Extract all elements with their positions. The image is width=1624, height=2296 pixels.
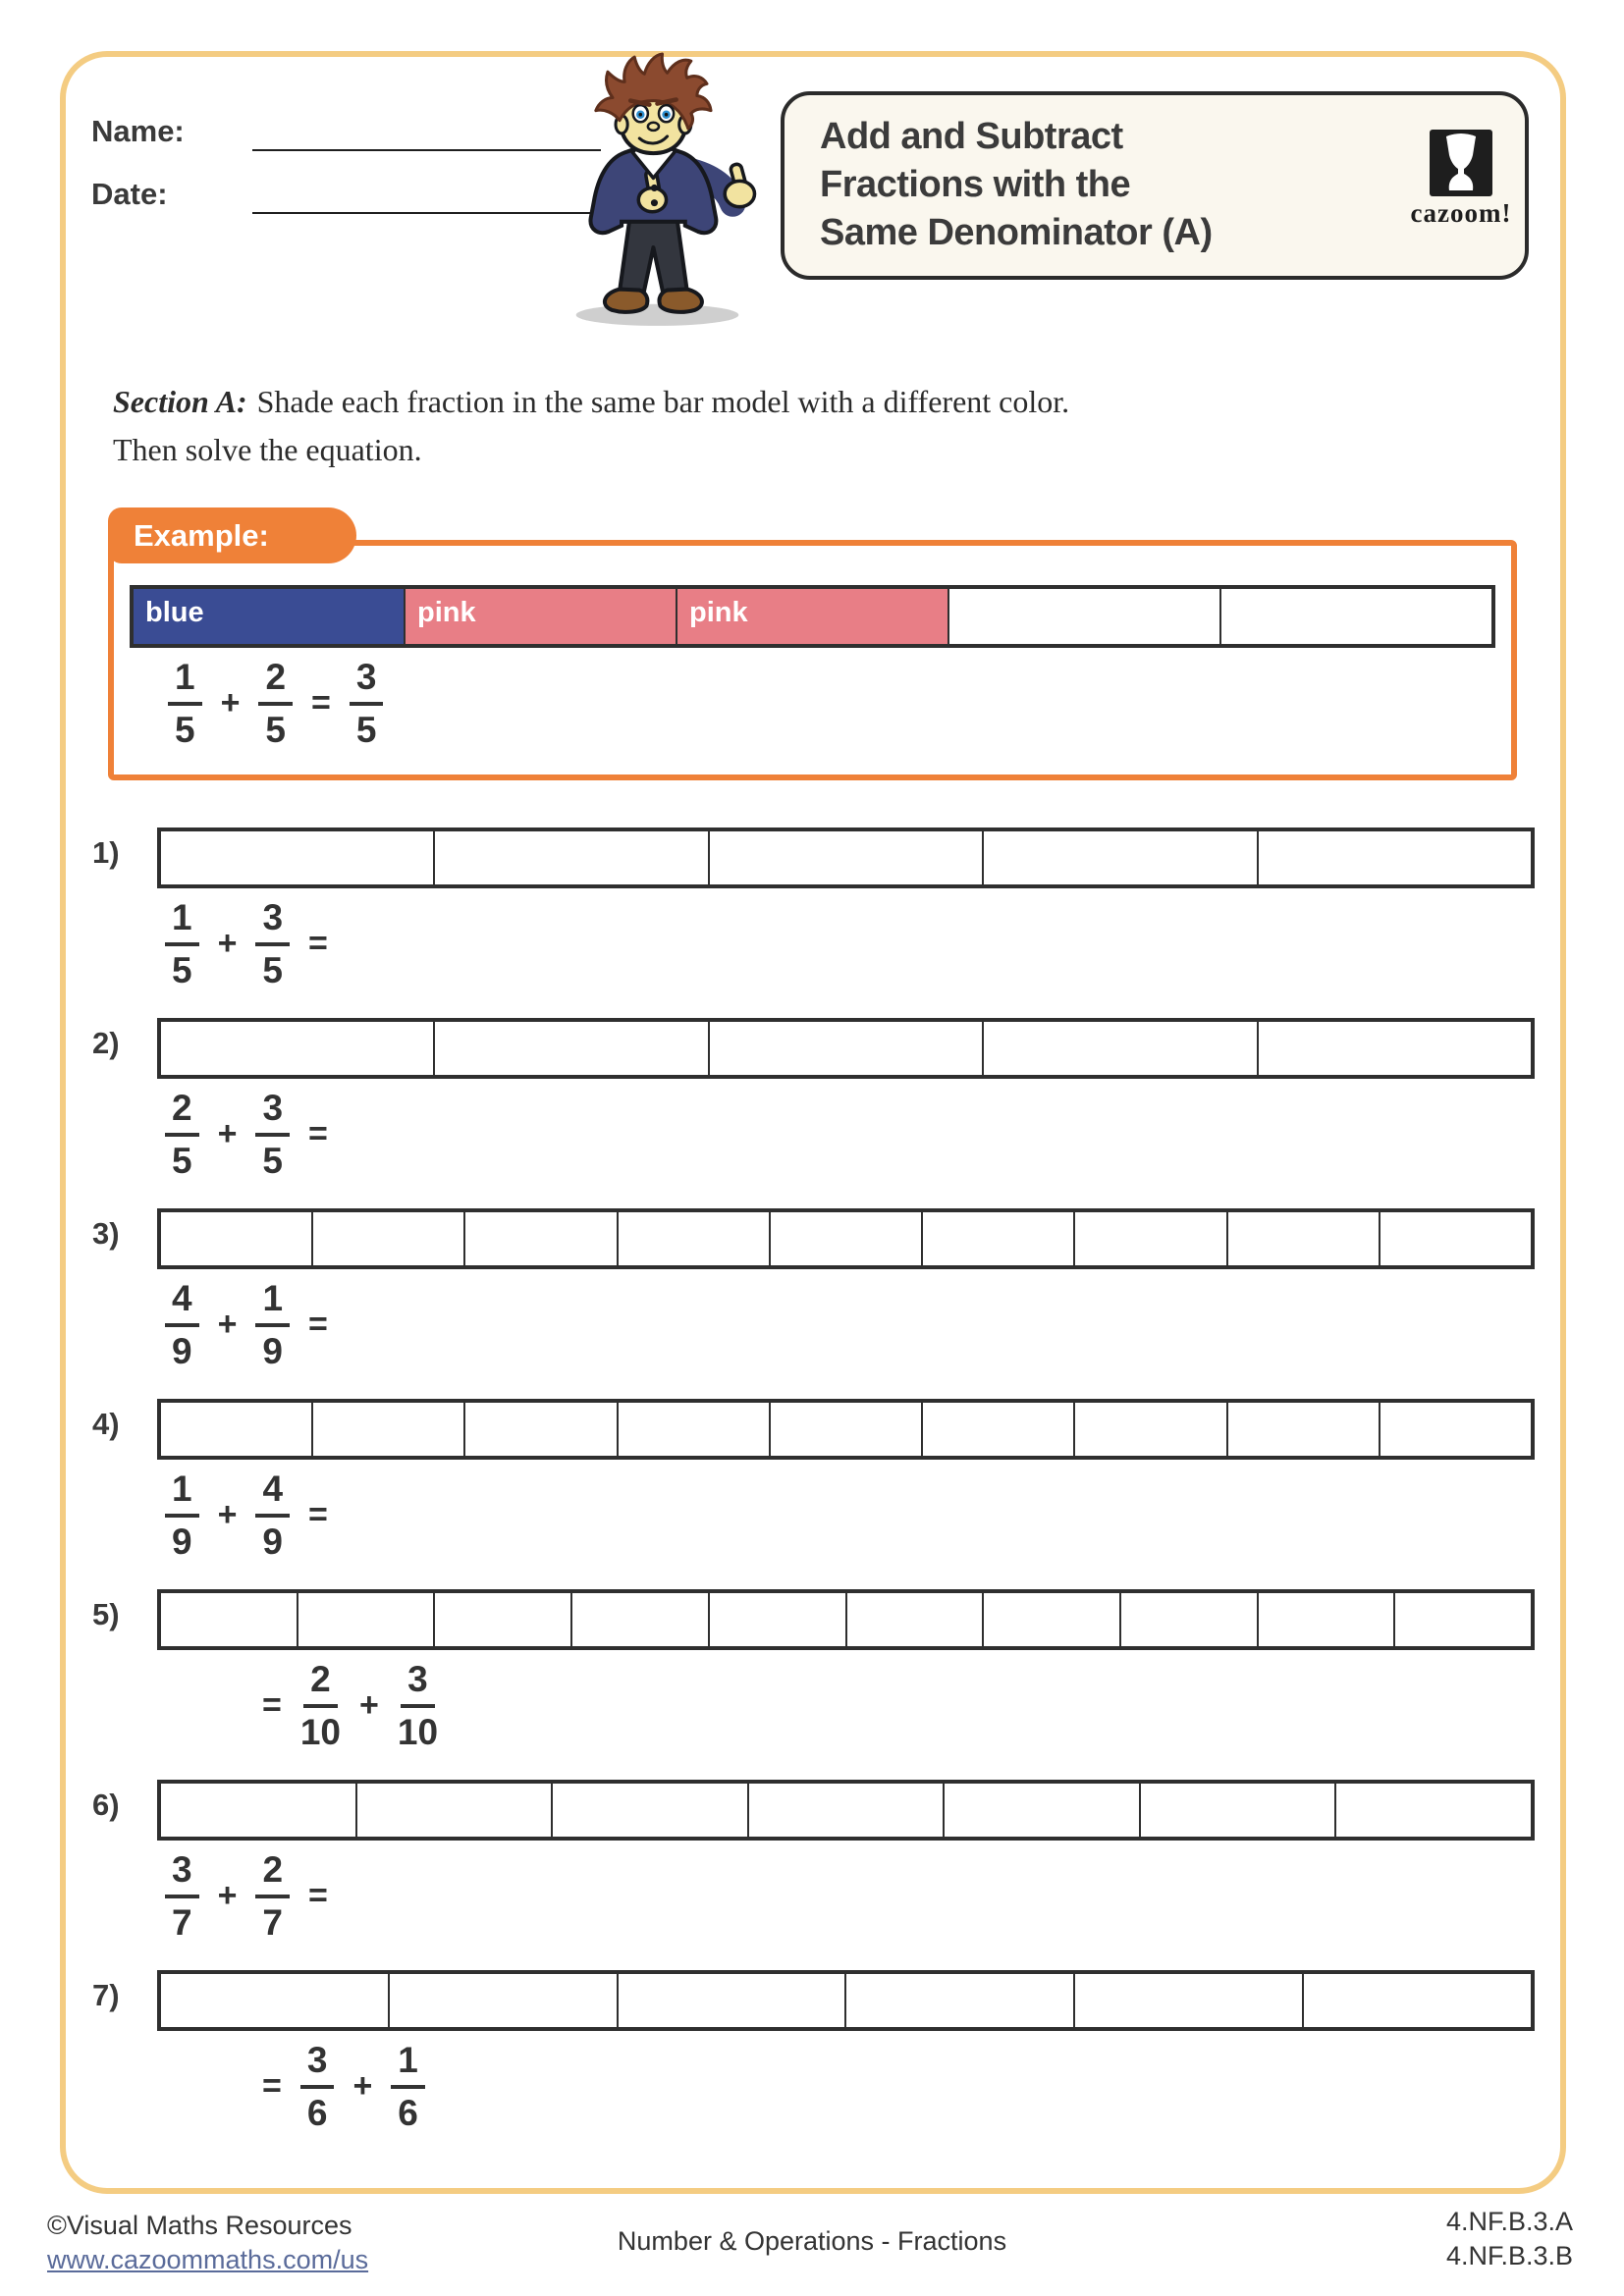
fraction: $\frac{3}{6}$ (300, 2041, 335, 2133)
bar-cell[interactable] (161, 1022, 435, 1075)
plus-operator: + (359, 1686, 379, 1725)
fraction: $\frac{3}{5}$ (255, 898, 290, 990)
category-text: Number & Operations - Fractions (617, 2226, 1007, 2256)
cell-color-label: pink (689, 597, 748, 628)
problem-row (92, 1970, 1535, 2161)
plus-operator: + (217, 1877, 238, 1915)
fraction: $\frac{4}{9}$ (165, 1279, 199, 1371)
bar-cell[interactable] (619, 1212, 771, 1265)
bar-cell[interactable] (619, 1403, 771, 1456)
fraction: $\frac{2}{5}$ (165, 1089, 199, 1181)
problem-number: 6) (92, 1788, 120, 1822)
instructions-line1: Shade each fraction in the same bar model with a different color. (256, 384, 1070, 419)
problem-row (92, 1018, 1535, 1208)
date-label: Date: (91, 177, 168, 211)
bar-cell[interactable] (771, 1403, 923, 1456)
equals-operator: = (311, 684, 331, 722)
bar-cell[interactable] (465, 1212, 618, 1265)
bar-cell[interactable] (984, 1593, 1121, 1646)
equals-operator: = (262, 1686, 282, 1725)
problem-row (92, 1208, 1535, 1399)
copyright-text: ©Visual Maths Resources (47, 2211, 352, 2240)
bar-cell[interactable] (846, 1974, 1075, 2027)
example-equation (168, 658, 383, 750)
bar-model (157, 1399, 1535, 1460)
bar-cell[interactable] (847, 1593, 985, 1646)
bar-cell[interactable] (749, 1784, 946, 1837)
bar-cell[interactable] (710, 1593, 847, 1646)
equation (165, 1469, 1535, 1562)
plus-operator: + (217, 1496, 238, 1534)
bar-cell[interactable] (572, 1593, 710, 1646)
fraction: $\frac{3}{5}$ (350, 658, 384, 750)
example-box (108, 518, 1517, 780)
bar-cell[interactable] (1228, 1403, 1380, 1456)
bar-cell[interactable] (435, 1593, 572, 1646)
fraction: $\frac{1}{5}$ (168, 658, 202, 750)
bar-cell[interactable] (161, 1974, 390, 2027)
equation (244, 2041, 1535, 2133)
plus-operator: + (217, 1306, 238, 1344)
instructions-line2: Then solve the equation. (113, 432, 422, 467)
bar-cell[interactable] (984, 831, 1258, 884)
example-bar-cell (677, 589, 949, 644)
equals-operator: = (308, 1496, 328, 1534)
fraction: $\frac{2}{7}$ (255, 1850, 290, 1943)
bar-cell[interactable] (1259, 1593, 1396, 1646)
cell-color-label: blue (145, 597, 204, 628)
djembe-drum-icon (1430, 130, 1492, 196)
bar-cell[interactable] (465, 1403, 618, 1456)
bar-cell[interactable] (435, 831, 709, 884)
bar-cell[interactable] (1259, 1022, 1531, 1075)
bar-model (157, 1970, 1535, 2031)
plus-operator: + (217, 925, 238, 963)
example-bar-cell (1221, 589, 1491, 644)
worksheet-title: Add and Subtract Fractions with the Same Denominator (A) (820, 116, 1213, 253)
example-bar-model (130, 585, 1495, 648)
equation (165, 1850, 1535, 1943)
equation (165, 1089, 1535, 1181)
bar-cell[interactable] (710, 831, 984, 884)
bar-cell[interactable] (1075, 1212, 1227, 1265)
bar-model (157, 1780, 1535, 1841)
fraction: $\frac{2}{5}$ (258, 658, 293, 750)
problem-number: 2) (92, 1026, 120, 1060)
problem-number: 7) (92, 1978, 120, 2012)
problem-row (92, 828, 1535, 1018)
bar-cell[interactable] (435, 1022, 709, 1075)
fraction: $\frac{1}{9}$ (165, 1469, 199, 1562)
plus-operator: + (220, 684, 241, 722)
name-label: Name: (91, 114, 185, 148)
fraction: $\frac{1}{5}$ (165, 898, 199, 990)
equals-operator: = (308, 1877, 328, 1915)
bar-cell[interactable] (553, 1784, 749, 1837)
problem-row (92, 1399, 1535, 1589)
bar-model (157, 1208, 1535, 1269)
bar-cell[interactable] (771, 1212, 923, 1265)
bar-cell[interactable] (1121, 1593, 1259, 1646)
bar-cell[interactable] (1228, 1212, 1380, 1265)
problems-list (92, 828, 1535, 2161)
bar-model (157, 1018, 1535, 1079)
example-bar-cell (134, 589, 406, 644)
problem-number: 3) (92, 1216, 120, 1251)
cell-color-label: pink (417, 597, 476, 628)
bar-cell[interactable] (161, 1784, 357, 1837)
problem-number: 5) (92, 1597, 120, 1631)
equals-operator: = (308, 1306, 328, 1344)
equals-operator: = (308, 925, 328, 963)
problem-row (92, 1589, 1535, 1780)
bar-cell[interactable] (298, 1593, 436, 1646)
bar-cell[interactable] (161, 1403, 313, 1456)
equals-operator: = (262, 2067, 282, 2106)
bar-cell[interactable] (1259, 831, 1531, 884)
equation (165, 1279, 1535, 1371)
plus-operator: + (352, 2067, 373, 2106)
bar-cell[interactable] (161, 1593, 298, 1646)
bar-cell[interactable] (1075, 1974, 1304, 2027)
problem-row (92, 1780, 1535, 1970)
bar-cell[interactable] (923, 1212, 1075, 1265)
bar-cell[interactable] (1075, 1403, 1227, 1456)
standards-text (1446, 2205, 1573, 2273)
bar-cell[interactable] (1336, 1784, 1531, 1837)
equals-operator: = (308, 1115, 328, 1153)
plus-operator: + (217, 1115, 238, 1153)
bar-cell[interactable] (1141, 1784, 1337, 1837)
mascot-cartoon-boy-icon (535, 49, 785, 332)
bar-model (130, 585, 1495, 648)
bar-cell[interactable] (1304, 1974, 1531, 2027)
equation (244, 1660, 1535, 1752)
problem-number: 1) (92, 835, 120, 870)
bar-cell[interactable] (313, 1212, 465, 1265)
bar-cell[interactable] (1380, 1212, 1531, 1265)
fraction: $\frac{3}{5}$ (255, 1089, 290, 1181)
example-bar-cell (406, 589, 677, 644)
bar-cell[interactable] (710, 1022, 984, 1075)
bar-cell[interactable] (619, 1974, 847, 2027)
bar-model (157, 1589, 1535, 1650)
cazoom-logo (1402, 130, 1520, 229)
bar-model (157, 828, 1535, 888)
example-tab: Example: (108, 507, 356, 563)
bar-cell[interactable] (313, 1403, 465, 1456)
fraction: $\frac{4}{9}$ (255, 1469, 290, 1562)
bar-cell[interactable] (357, 1784, 554, 1837)
bar-cell[interactable] (984, 1022, 1258, 1075)
example-bar-cell (949, 589, 1221, 644)
standard-code-1: 4.NF.B.3.A (1445, 2207, 1573, 2236)
logo-text: cazoom! (1410, 198, 1512, 228)
bar-cell[interactable] (1380, 1403, 1531, 1456)
equation (165, 898, 1535, 990)
problem-number: 4) (92, 1407, 120, 1441)
bar-cell[interactable] (923, 1403, 1075, 1456)
fraction: $\frac{3}{10}$ (397, 1659, 439, 1752)
fraction: $\frac{2}{10}$ (299, 1659, 342, 1752)
bar-cell[interactable] (390, 1974, 619, 2027)
fraction: $\frac{3}{7}$ (165, 1850, 199, 1943)
bar-cell[interactable] (1395, 1593, 1531, 1646)
bar-cell[interactable] (161, 831, 435, 884)
fraction: $\frac{1}{6}$ (391, 2041, 425, 2133)
section-instructions (113, 378, 1069, 474)
website-link[interactable]: www.cazoommaths.com/us (47, 2245, 369, 2274)
bar-cell[interactable] (161, 1212, 313, 1265)
standard-code-2: 4.NF.B.3.B (1445, 2241, 1573, 2270)
fraction: $\frac{1}{9}$ (255, 1279, 290, 1371)
bar-cell[interactable] (945, 1784, 1141, 1837)
section-label: Section A: (113, 384, 247, 419)
